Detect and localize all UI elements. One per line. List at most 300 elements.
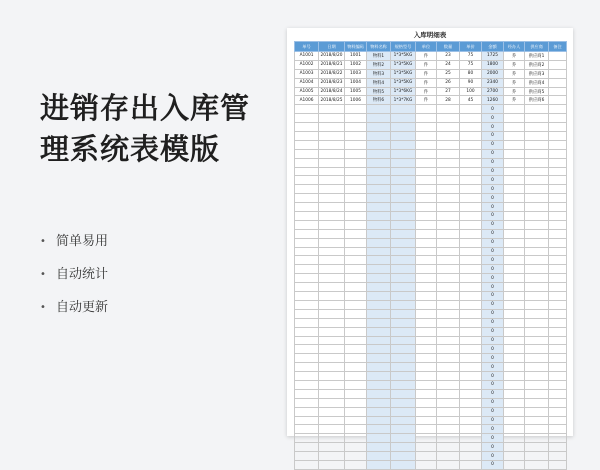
table-cell [525, 336, 549, 345]
table-cell [319, 300, 345, 309]
table-cell [460, 407, 482, 416]
table-cell [319, 283, 345, 292]
table-cell [525, 327, 549, 336]
table-cell [295, 452, 319, 461]
table-row [295, 158, 567, 167]
table-cell [525, 380, 549, 389]
table-cell [549, 318, 567, 327]
table-cell: 0 [482, 345, 504, 354]
table-cell [319, 274, 345, 283]
table-cell [525, 123, 549, 132]
table-cell [525, 149, 549, 158]
table-cell [367, 265, 391, 274]
table-cell: 2018/8/25 [320, 97, 343, 103]
table-cell [549, 96, 567, 105]
table-cell [391, 416, 416, 425]
table-cell [549, 265, 567, 274]
table-cell [345, 256, 367, 265]
table-cell [367, 247, 391, 256]
table-cell [345, 140, 367, 149]
table-cell [504, 300, 525, 309]
table-row [295, 194, 567, 203]
table-cell [367, 274, 391, 283]
table-cell [295, 238, 319, 247]
table-cell [437, 309, 460, 318]
table-cell [295, 425, 319, 434]
table-cell [319, 363, 345, 372]
table-cell [460, 309, 482, 318]
table-cell: 物料3 [367, 69, 391, 78]
table-cell [295, 185, 319, 194]
table-cell [319, 132, 345, 141]
table-cell: 0 [482, 425, 504, 434]
table-row [295, 452, 567, 461]
table-cell [319, 105, 345, 114]
table-cell [345, 389, 367, 398]
table-cell: 件 [416, 52, 437, 61]
table-cell [295, 132, 319, 141]
table-cell [367, 176, 391, 185]
table-cell [460, 443, 482, 452]
table-cell [367, 212, 391, 221]
table-cell: 1800 [482, 60, 504, 69]
table-row [295, 363, 567, 372]
table-cell: 0 [482, 229, 504, 238]
sheet-title: 入库明细表 [413, 31, 447, 39]
table-cell [416, 105, 437, 114]
table-cell [460, 256, 482, 265]
table-row [295, 114, 567, 123]
table-cell [319, 398, 345, 407]
table-cell: 75 [460, 60, 482, 69]
table-row [295, 283, 567, 292]
table-cell [319, 158, 345, 167]
table-cell: A1003 [295, 69, 319, 78]
feature-list [40, 232, 108, 331]
table-cell: 供应商3 [525, 69, 549, 78]
table-row [295, 87, 567, 96]
table-cell [367, 185, 391, 194]
table-cell [319, 380, 345, 389]
feature-label: 自动统计 [56, 267, 109, 282]
table-row [295, 460, 567, 469]
table-cell [549, 87, 567, 96]
table-cell [345, 443, 367, 452]
table-cell [416, 265, 437, 274]
table-cell: 1*3*5KG [391, 60, 416, 69]
table-cell [367, 425, 391, 434]
table-cell [437, 256, 460, 265]
table-cell [460, 265, 482, 274]
table-row [295, 336, 567, 345]
table-cell: 0 [482, 105, 504, 114]
table-cell [504, 318, 525, 327]
table-cell [319, 220, 345, 229]
table-cell [319, 123, 345, 132]
table-cell [367, 327, 391, 336]
table-cell: 2000 [482, 69, 504, 78]
table-cell [295, 443, 319, 452]
table-cell [460, 460, 482, 469]
table-cell [460, 363, 482, 372]
table-cell [391, 185, 416, 194]
table-cell [345, 185, 367, 194]
table-cell [345, 425, 367, 434]
table-cell [319, 229, 345, 238]
table-cell [367, 149, 391, 158]
table-cell [504, 336, 525, 345]
table-cell [460, 318, 482, 327]
table-cell: 0 [482, 354, 504, 363]
table-cell [416, 167, 437, 176]
table-cell [416, 185, 437, 194]
feature-item [40, 265, 108, 298]
table-row [295, 60, 567, 69]
table-cell: 1*3*6KG [391, 87, 416, 96]
table-cell [319, 265, 345, 274]
table-cell [525, 238, 549, 247]
table-cell [391, 363, 416, 372]
table-cell [391, 158, 416, 167]
table-cell [416, 114, 437, 123]
table-cell [319, 309, 345, 318]
table-cell [437, 452, 460, 461]
table-cell [295, 407, 319, 416]
table-cell [345, 167, 367, 176]
spreadsheet-preview [287, 28, 573, 468]
table-cell: 0 [482, 132, 504, 141]
table-cell: 0 [482, 407, 504, 416]
table-cell [319, 318, 345, 327]
table-cell [549, 300, 567, 309]
table-cell [319, 389, 345, 398]
table-cell: 0 [482, 380, 504, 389]
table-cell [504, 274, 525, 283]
table-cell [295, 336, 319, 345]
table-cell [460, 389, 482, 398]
table-cell [367, 318, 391, 327]
table-row [295, 380, 567, 389]
table-cell: 0 [482, 140, 504, 149]
table-cell [416, 309, 437, 318]
table-cell [549, 220, 567, 229]
table-cell [504, 380, 525, 389]
table-cell [504, 372, 525, 381]
table-row [295, 149, 567, 158]
table-cell [525, 300, 549, 309]
table-cell [437, 238, 460, 247]
table-cell [295, 460, 319, 469]
table-cell [416, 380, 437, 389]
table-cell [504, 389, 525, 398]
table-row [295, 309, 567, 318]
table-cell [345, 363, 367, 372]
table-row [295, 69, 567, 78]
table-cell [549, 398, 567, 407]
table-cell [437, 292, 460, 301]
table-cell: 0 [482, 114, 504, 123]
table-cell [437, 460, 460, 469]
table-cell [367, 452, 391, 461]
table-cell [391, 389, 416, 398]
table-cell [416, 292, 437, 301]
table-cell [525, 389, 549, 398]
table-cell [391, 256, 416, 265]
table-cell [504, 452, 525, 461]
table-cell [525, 105, 549, 114]
table-cell [391, 105, 416, 114]
table-cell [416, 274, 437, 283]
table-cell [319, 149, 345, 158]
table-cell [525, 345, 549, 354]
table-cell: 80 [460, 69, 482, 78]
table-cell [525, 363, 549, 372]
table-cell: A1001 [295, 52, 319, 61]
table-cell [345, 229, 367, 238]
table-cell [460, 238, 482, 247]
table-cell [391, 132, 416, 141]
table-cell [295, 274, 319, 283]
table-cell [549, 354, 567, 363]
table-cell [345, 194, 367, 203]
table-cell [460, 114, 482, 123]
table-cell [319, 292, 345, 301]
table-cell: 0 [482, 309, 504, 318]
table-cell: 0 [482, 336, 504, 345]
table-cell [525, 158, 549, 167]
table-cell [345, 398, 367, 407]
table-cell [549, 238, 567, 247]
table-cell [525, 354, 549, 363]
table-cell: 0 [482, 318, 504, 327]
table-cell [416, 238, 437, 247]
table-cell: A1005 [295, 87, 319, 96]
table-cell [504, 114, 525, 123]
table-cell: 0 [482, 398, 504, 407]
table-cell [437, 274, 460, 283]
table-cell [319, 327, 345, 336]
table-cell [391, 247, 416, 256]
table-row [295, 247, 567, 256]
table-cell [345, 274, 367, 283]
table-cell: 2018/8/21 [320, 62, 343, 68]
table-cell [345, 336, 367, 345]
table-cell [437, 203, 460, 212]
table-row [295, 229, 567, 238]
table-cell [345, 247, 367, 256]
table-cell [437, 300, 460, 309]
table-cell [504, 398, 525, 407]
table-cell [504, 149, 525, 158]
table-cell [437, 167, 460, 176]
table-cell [437, 140, 460, 149]
column-header: 数量 [437, 42, 460, 52]
table-cell [416, 132, 437, 141]
table-cell [295, 203, 319, 212]
table-row [295, 96, 567, 105]
table-cell [367, 407, 391, 416]
table-row [295, 238, 567, 247]
table-cell [416, 336, 437, 345]
table-cell [319, 167, 345, 176]
table-cell [345, 345, 367, 354]
table-cell [549, 158, 567, 167]
table-cell [416, 372, 437, 381]
table-cell [319, 185, 345, 194]
table-cell [295, 318, 319, 327]
table-cell [549, 69, 567, 78]
table-cell [416, 416, 437, 425]
table-cell [460, 203, 482, 212]
column-header: 物料编码 [345, 42, 367, 52]
table-cell [295, 300, 319, 309]
table-cell [367, 203, 391, 212]
table-cell [295, 114, 319, 123]
table-cell [319, 203, 345, 212]
table-row [295, 318, 567, 327]
table-cell [549, 203, 567, 212]
feature-label: 简单易用 [56, 234, 109, 249]
table-cell: 物料4 [367, 78, 391, 87]
table-row [295, 176, 567, 185]
table-cell: A1006 [295, 96, 319, 105]
table-cell [295, 140, 319, 149]
table-cell [391, 167, 416, 176]
column-header: 备注 [549, 42, 567, 52]
table-cell [391, 443, 416, 452]
table-cell [549, 149, 567, 158]
table-cell [525, 452, 549, 461]
table-cell [460, 229, 482, 238]
table-cell [525, 256, 549, 265]
table-cell [367, 300, 391, 309]
table-cell [504, 176, 525, 185]
table-cell [504, 247, 525, 256]
table-cell [367, 363, 391, 372]
table-cell [460, 434, 482, 443]
table-row [295, 123, 567, 132]
table-cell [549, 345, 567, 354]
table-cell [391, 140, 416, 149]
table-cell [460, 194, 482, 203]
bullet-icon: • [40, 269, 46, 280]
table-cell [549, 327, 567, 336]
table-cell [437, 345, 460, 354]
table-cell: 100 [460, 87, 482, 96]
table-cell [549, 123, 567, 132]
table-cell [525, 203, 549, 212]
stock-in-table [294, 41, 567, 470]
table-cell [437, 318, 460, 327]
table-cell [345, 434, 367, 443]
table-cell [391, 292, 416, 301]
table-cell [504, 309, 525, 318]
table-cell [295, 345, 319, 354]
table-cell [345, 265, 367, 274]
table-cell [437, 425, 460, 434]
table-cell [391, 372, 416, 381]
table-cell [416, 363, 437, 372]
table-cell [345, 460, 367, 469]
table-cell [391, 318, 416, 327]
table-cell [345, 149, 367, 158]
table-cell: 90 [460, 78, 482, 87]
table-cell [437, 363, 460, 372]
table-cell: 2018/8/24 [320, 89, 343, 94]
table-cell: 0 [482, 389, 504, 398]
table-cell [504, 167, 525, 176]
table-row [295, 327, 567, 336]
table-row [295, 345, 567, 354]
table-cell [416, 212, 437, 221]
table-cell: 2018/8/23 [320, 80, 343, 86]
table-cell [345, 203, 367, 212]
table-cell [391, 460, 416, 469]
table-cell [525, 443, 549, 452]
table-cell [460, 300, 482, 309]
table-cell: 0 [482, 158, 504, 167]
table-cell [367, 194, 391, 203]
table-cell [460, 398, 482, 407]
table-cell [367, 380, 391, 389]
table-cell [504, 265, 525, 274]
table-cell [345, 220, 367, 229]
table-cell [345, 158, 367, 167]
column-header: 经办人 [504, 42, 525, 52]
table-cell [367, 283, 391, 292]
table-cell [391, 283, 416, 292]
table-cell [367, 389, 391, 398]
table-cell [525, 416, 549, 425]
table-cell [460, 327, 482, 336]
table-cell [367, 336, 391, 345]
table-cell [525, 274, 549, 283]
table-cell [504, 354, 525, 363]
table-cell: 0 [482, 434, 504, 443]
table-row [295, 203, 567, 212]
table-cell: 0 [482, 416, 504, 425]
table-cell [504, 425, 525, 434]
bullet-icon: • [40, 302, 46, 313]
table-cell [504, 292, 525, 301]
table-cell: 物料1 [367, 52, 391, 61]
table-cell: 0 [482, 185, 504, 194]
table-cell: 0 [482, 256, 504, 265]
table-cell [504, 327, 525, 336]
table-cell [549, 78, 567, 87]
table-cell [549, 336, 567, 345]
table-cell [504, 416, 525, 425]
table-cell [504, 203, 525, 212]
table-cell [416, 140, 437, 149]
table-cell [437, 158, 460, 167]
table-cell [460, 132, 482, 141]
table-row [295, 372, 567, 381]
table-cell [416, 434, 437, 443]
table-cell [437, 194, 460, 203]
table-cell [437, 416, 460, 425]
table-cell [345, 176, 367, 185]
table-cell [416, 407, 437, 416]
table-row [295, 434, 567, 443]
table-cell [525, 309, 549, 318]
table-cell [295, 398, 319, 407]
table-cell [391, 300, 416, 309]
table-cell [460, 336, 482, 345]
table-cell: 1005 [345, 87, 367, 96]
table-cell [367, 123, 391, 132]
table-cell [319, 345, 345, 354]
